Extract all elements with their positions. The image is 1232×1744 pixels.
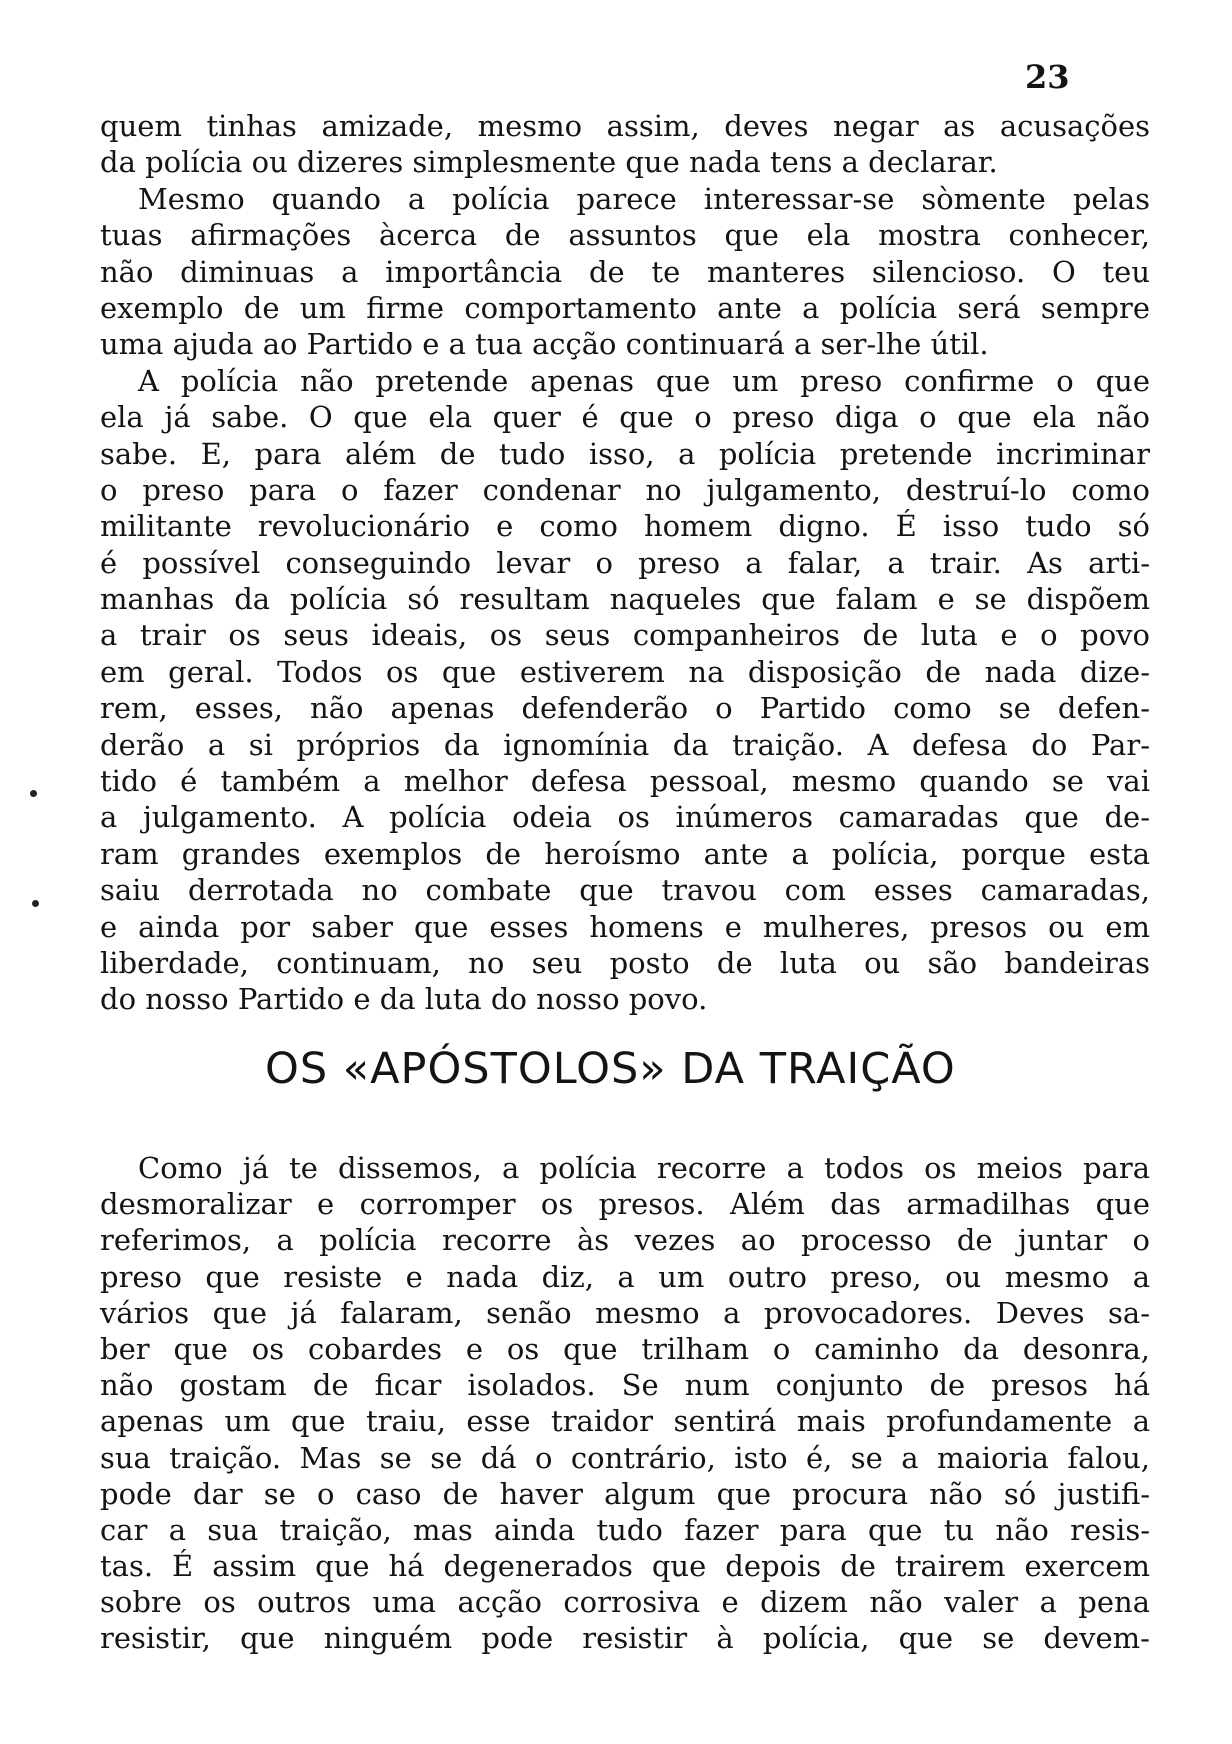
text-line: apenas um que traiu, esse traidor sentirá mais profundamente a [100, 1404, 1150, 1439]
text-line: e ainda por saber que esses homens e mulheres, presos ou em [100, 909, 1150, 944]
text-line: sua traição. Mas se se dá o contrário, isto é, se a maioria falou, [100, 1440, 1150, 1475]
text-line: A polícia não pretende apenas que um preso confirme o que [138, 363, 1150, 398]
page-number: 23 [1025, 58, 1070, 96]
text-line: tido é também a melhor defesa pessoal, mesmo quando se vai [100, 764, 1150, 799]
text-line: uma ajuda ao Partido e a tua acção continuará a ser-lhe útil. [100, 327, 989, 362]
text-line: car a sua traição, mas ainda tudo fazer para que tu não resis- [100, 1512, 1150, 1547]
text-line: quem tinhas amizade, mesmo assim, deves negar as acusações [100, 109, 1150, 143]
text-line: pode dar se o caso de haver algum que procura não só justifi- [100, 1476, 1150, 1511]
text-line: militante revolucionário e como homem digno. É isso tudo só [100, 509, 1150, 544]
text-line: resistir, que ninguém pode resistir à polícia, que se devem- [100, 1621, 1150, 1656]
text-line: liberdade, continuam, no seu posto de luta ou são bandeiras [100, 945, 1150, 980]
text-line: saiu derrotada no combate que travou com esses camaradas, [100, 873, 1150, 908]
text-line: ber que os cobardes e os que trilham o caminho da desonra, [100, 1331, 1150, 1366]
text-line: Mesmo quando a polícia parece interessar-se sòmente pelas [138, 181, 1150, 216]
text-line: a julgamento. A polícia odeia os inúmeros camaradas que de- [100, 800, 1150, 835]
text-line: tas. É assim que há degenerados que depois de trairem exercem [100, 1549, 1150, 1584]
text-line: ram grandes exemplos de heroísmo ante a polícia, porque esta [100, 836, 1150, 871]
margin-mark [32, 900, 39, 907]
body-text-top [100, 108, 1150, 1018]
text-line: vários que já falaram, senão mesmo a provocadores. Deves sa- [100, 1295, 1150, 1330]
text-line: do nosso Partido e da luta do nosso povo. [100, 982, 708, 1017]
text-line: a trair os seus ideais, os seus companheiros de luta e o povo [100, 618, 1150, 653]
text-line: derão a si próprios da ignomínia da traição. A defesa do Par- [100, 727, 1150, 762]
text-line: não gostam de ficar isolados. Se num conjunto de presos há [100, 1368, 1150, 1403]
text-line: exemplo de um firme comportamento ante a polícia será sempre [100, 290, 1150, 325]
text-line: rem, esses, não apenas defenderão o Partido como se defen- [100, 691, 1150, 726]
text-line: manhas da polícia só resultam naqueles que falam e se dispõem [100, 582, 1150, 617]
text-line: referimos, a polícia recorre às vezes ao processo de juntar o [100, 1223, 1150, 1258]
text-line: sabe. E, para além de tudo isso, a polícia pretende incriminar [100, 436, 1150, 471]
text-line: em geral. Todos os que estiverem na disposição de nada dize- [100, 654, 1150, 689]
text-line: ela já sabe. O que ela quer é que o preso diga o que ela não [100, 400, 1150, 435]
section-title: OS «APÓSTOLOS» DA TRAIÇÃO [265, 1044, 956, 1094]
text-line: não diminuas a importância de te manteres silencioso. O teu [100, 254, 1150, 289]
text-line: sobre os outros uma acção corrosiva e dizem não valer a pena [100, 1585, 1150, 1620]
text-line: o preso para o fazer condenar no julgamento, destruí-lo como [100, 472, 1150, 507]
text-line: desmoralizar e corromper os presos. Além das armadilhas que [100, 1187, 1150, 1222]
text-line: preso que resiste e nada diz, a um outro preso, ou mesmo a [100, 1259, 1150, 1294]
margin-mark [30, 790, 37, 797]
text-line: da polícia ou dizeres simplesmente que nada tens a declarar. [100, 145, 998, 180]
body-text-bottom [100, 1150, 1150, 1657]
text-line: Como já te dissemos, a polícia recorre a todos os meios para [138, 1151, 1150, 1185]
text-line: tuas afirmações àcerca de assuntos que ela mostra conhecer, [100, 218, 1150, 253]
text-line: é possível conseguindo levar o preso a falar, a trair. As arti- [100, 545, 1150, 580]
